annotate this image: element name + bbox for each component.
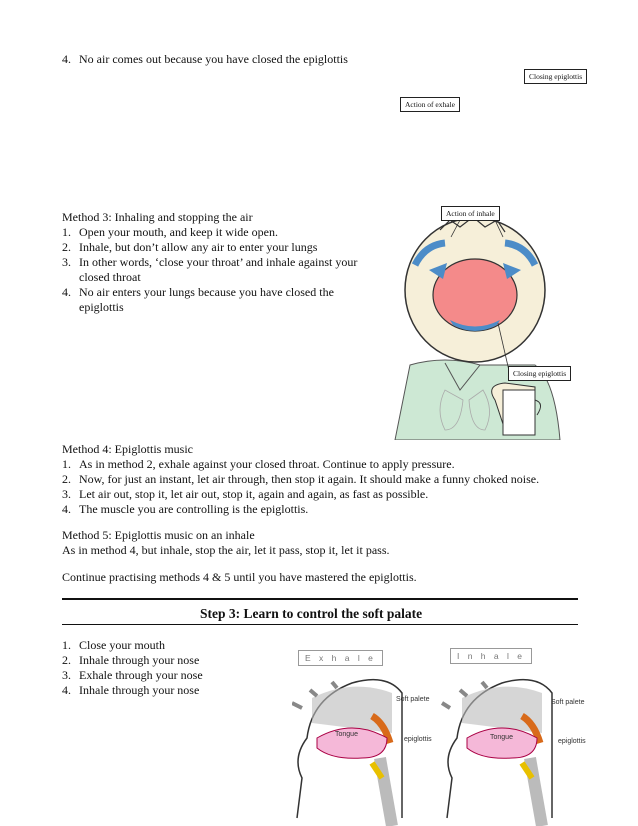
exhale-box: E x h a l e (298, 650, 383, 666)
inhale-head (442, 680, 552, 826)
inhale-box: I n h a l e (450, 648, 532, 664)
section-rule-bottom (62, 624, 578, 625)
action-exhale-label: Action of exhale (400, 97, 460, 112)
exhale-head (292, 680, 402, 826)
method3-item-4: 4. No air enters your lungs because you have closed the (62, 285, 334, 299)
method4-item-1: 1. As in method 2, exhale against your closed throat. Continue to apply pressure. (62, 457, 455, 471)
soft-palate-label-exhale: Soft palete (396, 696, 430, 703)
method3-item-4-cont: epiglottis (79, 300, 124, 314)
step3-item-2: 2. Inhale through your nose (62, 653, 200, 667)
method4-item-3: 3. Let air out, stop it, let air out, stop it, again and again, as fast as possible. (62, 487, 429, 501)
section-rule-top (62, 598, 578, 600)
inhale-illustration (385, 215, 585, 440)
mouth (433, 259, 517, 331)
tongue-inhale (467, 728, 537, 758)
epiglottis-label-inhale: epiglottis (558, 738, 586, 745)
tongue-label-inhale: Tongue (490, 734, 513, 741)
tongue-label-exhale: Tongue (335, 731, 358, 738)
method4-item-2: 2. Now, for just an instant, let air through, then stop it again. It should make a funny choked noise. (62, 472, 540, 486)
method3-title: Method 3: Inhaling and stopping the air (62, 210, 253, 224)
soft-palate-diagram (292, 668, 604, 826)
method3-item-1: 1. Open your mouth, and keep it wide open. (62, 225, 278, 239)
step3-item-1: 1. Close your mouth (62, 638, 165, 652)
method5-text: As in method 4, but inhale, stop the air, let it pass, stop it, let it pass. (62, 543, 390, 557)
closing-epiglottis-label-top: Closing epiglottis (524, 69, 587, 84)
step3-item-3: 3. Exhale through your nose (62, 668, 203, 682)
step3-item-4: 4. Inhale through your nose (62, 683, 200, 697)
step3-title: Step 3: Learn to control the soft palate (200, 606, 423, 621)
method4-title: Method 4: Epiglottis music (62, 442, 193, 456)
closing-epiglottis-label-bottom: Closing epiglottis (508, 366, 571, 381)
soft-palate-label-inhale: Soft palete (551, 699, 585, 706)
epiglottis-label-exhale: epiglottis (404, 736, 432, 743)
method2-item-4: 4. No air comes out because you have closed the epiglottis (62, 52, 348, 66)
method3-item-3-cont: closed throat (79, 270, 141, 284)
glass (503, 390, 535, 435)
continue-text: Continue practising methods 4 & 5 until you have mastered the epiglottis. (62, 570, 417, 584)
method3-item-3: 3. In other words, ‘close your throat’ and inhale against your (62, 255, 358, 269)
method4-item-4: 4. The muscle you are controlling is the epiglottis. (62, 502, 309, 516)
method3-item-2: 2. Inhale, but don’t allow any air to enter your lungs (62, 240, 318, 254)
method5-title: Method 5: Epiglottis music on an inhale (62, 528, 255, 542)
action-inhale-label: Action of inhale (441, 206, 500, 221)
